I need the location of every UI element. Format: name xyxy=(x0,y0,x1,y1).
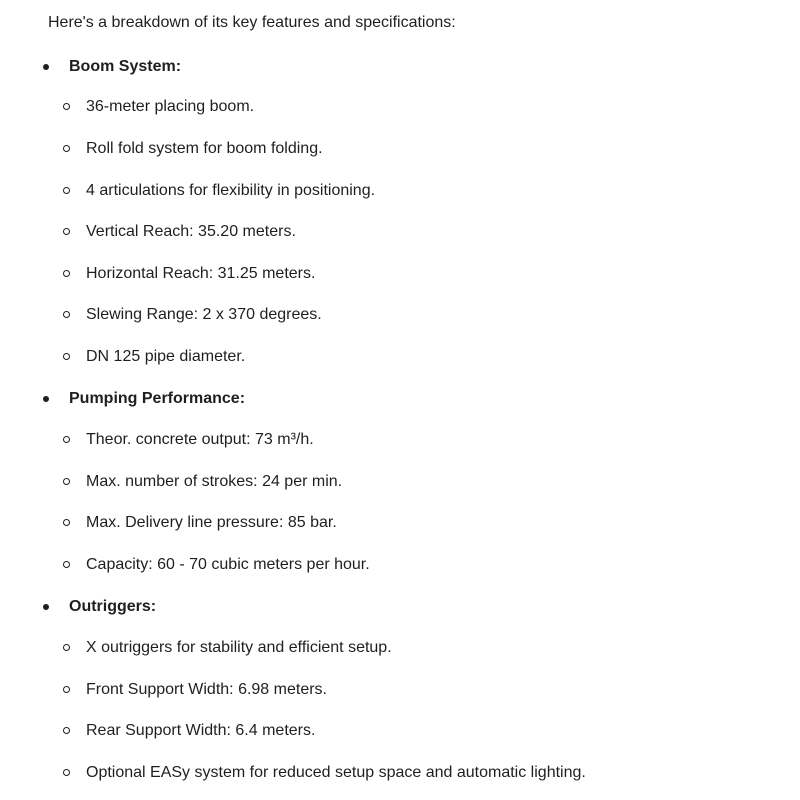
list-item-text: Front Support Width: 6.98 meters. xyxy=(86,681,327,698)
list-item-text: Capacity: 60 - 70 cubic meters per hour. xyxy=(86,556,370,573)
bullet-circle-icon xyxy=(63,228,70,235)
bullet-circle-icon xyxy=(63,727,70,734)
list-item xyxy=(0,221,800,243)
list-item-text: Rear Support Width: 6.4 meters. xyxy=(86,722,316,739)
list-item-text: Horizontal Reach: 31.25 meters. xyxy=(86,265,316,282)
list-item-text: Theor. concrete output: 73 m³/h. xyxy=(86,431,314,448)
section-title: Outriggers: xyxy=(69,598,157,615)
intro-text: Here's a breakdown of its key features and specifications: xyxy=(48,14,456,31)
list-item xyxy=(0,637,800,659)
bullet-circle-icon xyxy=(63,686,70,693)
bullet-circle-icon xyxy=(63,145,70,152)
section-heading xyxy=(0,388,800,410)
section-title: Boom System: xyxy=(69,58,182,75)
list-item xyxy=(0,554,800,576)
bullet-disc-icon xyxy=(43,396,49,402)
list-item xyxy=(0,96,800,118)
bullet-circle-icon xyxy=(63,187,70,194)
bullet-disc-icon xyxy=(43,604,49,610)
list-item xyxy=(0,720,800,742)
section-heading xyxy=(0,56,800,78)
bullet-circle-icon xyxy=(63,561,70,568)
bullet-disc-icon xyxy=(43,64,49,70)
list-item-text: Vertical Reach: 35.20 meters. xyxy=(86,223,296,240)
list-item xyxy=(0,429,800,451)
section-title: Pumping Performance: xyxy=(69,390,246,407)
list-item xyxy=(0,471,800,493)
list-item-text: 4 articulations for flexibility in positioning. xyxy=(86,182,376,199)
bullet-circle-icon xyxy=(63,478,70,485)
list-item-text: DN 125 pipe diameter. xyxy=(86,348,246,365)
bullet-circle-icon xyxy=(63,270,70,277)
list-item-text: 36-meter placing boom. xyxy=(86,98,255,115)
list-item xyxy=(0,346,800,368)
list-item-text: Slewing Range: 2 x 370 degrees. xyxy=(86,306,322,323)
bullet-circle-icon xyxy=(63,353,70,360)
bullet-circle-icon xyxy=(63,311,70,318)
list-item xyxy=(0,180,800,202)
list-item xyxy=(0,304,800,326)
list-item-text: X outriggers for stability and efficient setup. xyxy=(86,639,392,656)
list-item-text: Max. number of strokes: 24 per min. xyxy=(86,473,343,490)
section-heading xyxy=(0,596,800,618)
bullet-circle-icon xyxy=(63,519,70,526)
list-item-text: Max. Delivery line pressure: 85 bar. xyxy=(86,514,337,531)
bullet-circle-icon xyxy=(63,436,70,443)
list-item-text: Optional EASy system for reduced setup space and automatic lighting. xyxy=(86,764,586,781)
list-item-text: Roll fold system for boom folding. xyxy=(86,140,323,157)
bullet-circle-icon xyxy=(63,769,70,776)
list-item xyxy=(0,512,800,534)
list-item xyxy=(0,138,800,160)
bullet-circle-icon xyxy=(63,103,70,110)
list-item xyxy=(0,679,800,701)
list-item xyxy=(0,263,800,285)
bullet-circle-icon xyxy=(63,644,70,651)
list-item xyxy=(0,762,800,784)
